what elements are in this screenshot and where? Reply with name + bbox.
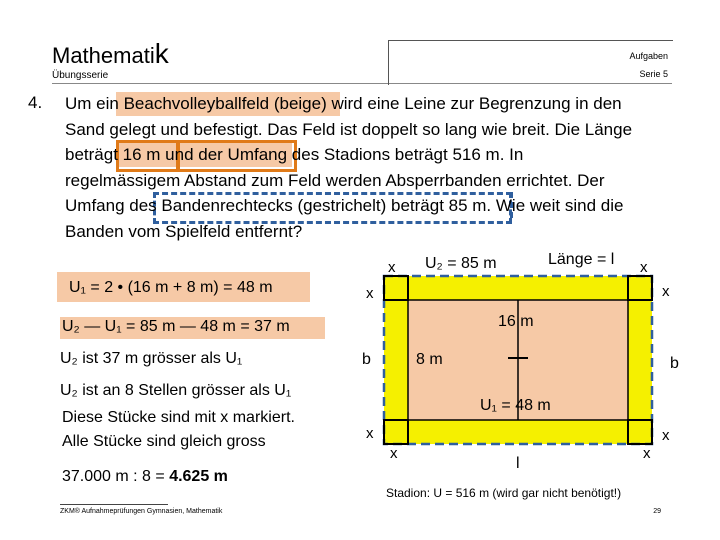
label-x-right-bottom: x <box>662 427 670 444</box>
question-line: Banden vom Spielfeld entfernt? <box>65 221 303 241</box>
label-b-right: b <box>670 355 679 372</box>
question-line: Um ein Beachvolleyballfeld (beige) wird eine Leine zur Begrenzung in den <box>65 94 622 113</box>
aufgaben-label: Aufgaben <box>629 51 668 61</box>
work-line-4: U₂ ist an 8 Stellen grösser als U₁ <box>60 382 292 399</box>
label-b-left: b <box>362 351 371 368</box>
label-x-left-top: x <box>366 285 374 302</box>
label-16m: 16 m <box>498 313 534 330</box>
page-subtitle: Übungsserie <box>52 70 109 81</box>
label-l: l <box>516 455 520 472</box>
footer-divider <box>60 504 168 505</box>
question-line: beträgt 16 m und der Umfang des Stadions beträgt 516 m. In <box>65 145 524 165</box>
result-line: 37.000 m : 8 = 4.625 m <box>62 468 228 485</box>
field-diagram <box>340 240 680 500</box>
question-line: Umfang des Bandenrechtecks (gestrichelt) beträgt 85 m. Wie weit sind die <box>65 196 624 216</box>
page-number: 29 <box>653 508 661 515</box>
question-line: regelmässigem Abstand zum Feld werden Absperrbanden errichtet. Der <box>65 170 605 190</box>
stadion-note: Stadion: U = 516 m (wird gar nicht benötigt!) <box>386 486 622 500</box>
question-line: Sand gelegt und befestigt. Das Feld ist doppelt so lang wie breit. Die Länge <box>65 119 633 139</box>
label-laenge: Länge = l <box>548 251 615 268</box>
work-line-6: Alle Stücke sind gleich gross <box>62 433 266 450</box>
serie-label: Serie 5 <box>639 69 668 79</box>
label-u1: U₁ = 48 m <box>480 397 551 414</box>
label-x-bottom-left: x <box>390 445 398 462</box>
label-x-bottom-right: x <box>643 445 651 462</box>
u2-calculation: U₂ — U₁ = 85 m — 48 m = 37 m <box>62 318 290 335</box>
result-value: 4.625 m <box>169 468 228 485</box>
footer-source: ZKM® Aufnahmeprüfungen Gymnasien, Mathematik <box>60 508 223 515</box>
label-8m: 8 m <box>416 351 443 368</box>
label-x-left-bottom: x <box>366 425 374 442</box>
work-line-5: Diese Stücke sind mit x markiert. <box>62 409 295 426</box>
page-title: Mathematik <box>52 38 169 69</box>
u1-calculation: U₁ = 2 • (16 m + 8 m) = 48 m <box>69 279 273 296</box>
header-box <box>388 40 673 85</box>
question-number: 4. <box>28 93 43 112</box>
label-u2: U₂ = 85 m <box>425 255 497 272</box>
label-x-right-top: x <box>662 283 670 300</box>
label-x-top-left: x <box>388 259 396 276</box>
question-text <box>65 91 665 245</box>
label-x-top-right: x <box>640 259 648 276</box>
work-line-3: U₂ ist 37 m grösser als U₁ <box>60 350 243 367</box>
